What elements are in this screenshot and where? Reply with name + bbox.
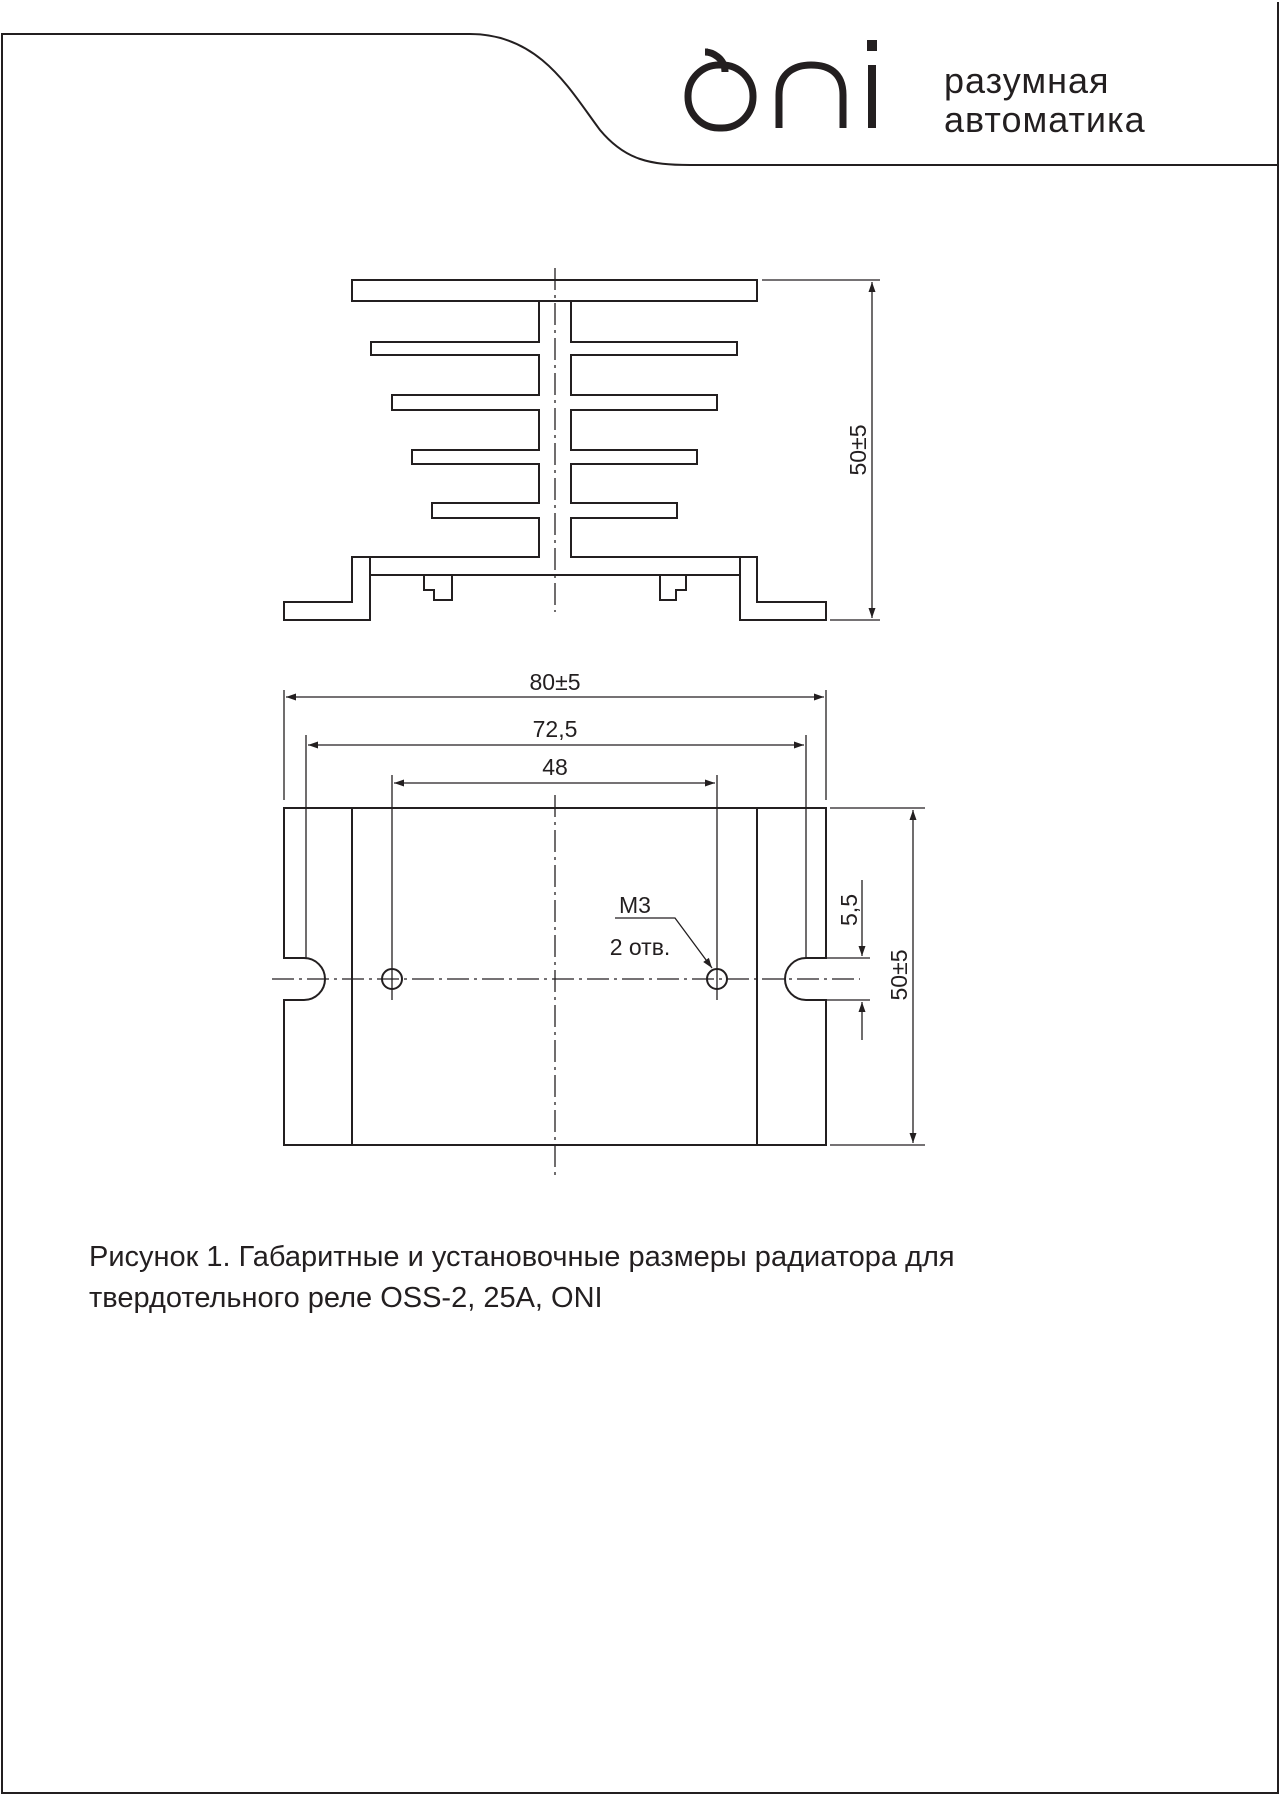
slot-offset-label: 5,5: [836, 894, 862, 926]
side-height-label: 50±5: [845, 424, 871, 476]
oni-logo: [688, 40, 877, 128]
caption-line1: Рисунок 1. Габаритные и установочные размеры радиатора для: [89, 1241, 955, 1273]
logo-tagline-line1: разумная: [944, 60, 1110, 101]
logo-tagline-line2: автоматика: [944, 99, 1146, 140]
figure-caption: [89, 1237, 1189, 1319]
heatsink-side-view: [284, 268, 826, 620]
hole-callout-line1: М3: [619, 892, 651, 918]
overall-width-label: 80±5: [529, 669, 581, 695]
slot-spacing-label: 72,5: [532, 716, 578, 742]
heatsink-bottom-view: [272, 795, 860, 1180]
hole-callout-line2: 2 отв.: [609, 934, 671, 960]
hole-spacing-label: 48: [542, 754, 568, 780]
caption-line2: твердотельного реле OSS-2, 25A, ONI: [89, 1282, 603, 1314]
bottom-height-label: 50±5: [886, 949, 912, 1001]
